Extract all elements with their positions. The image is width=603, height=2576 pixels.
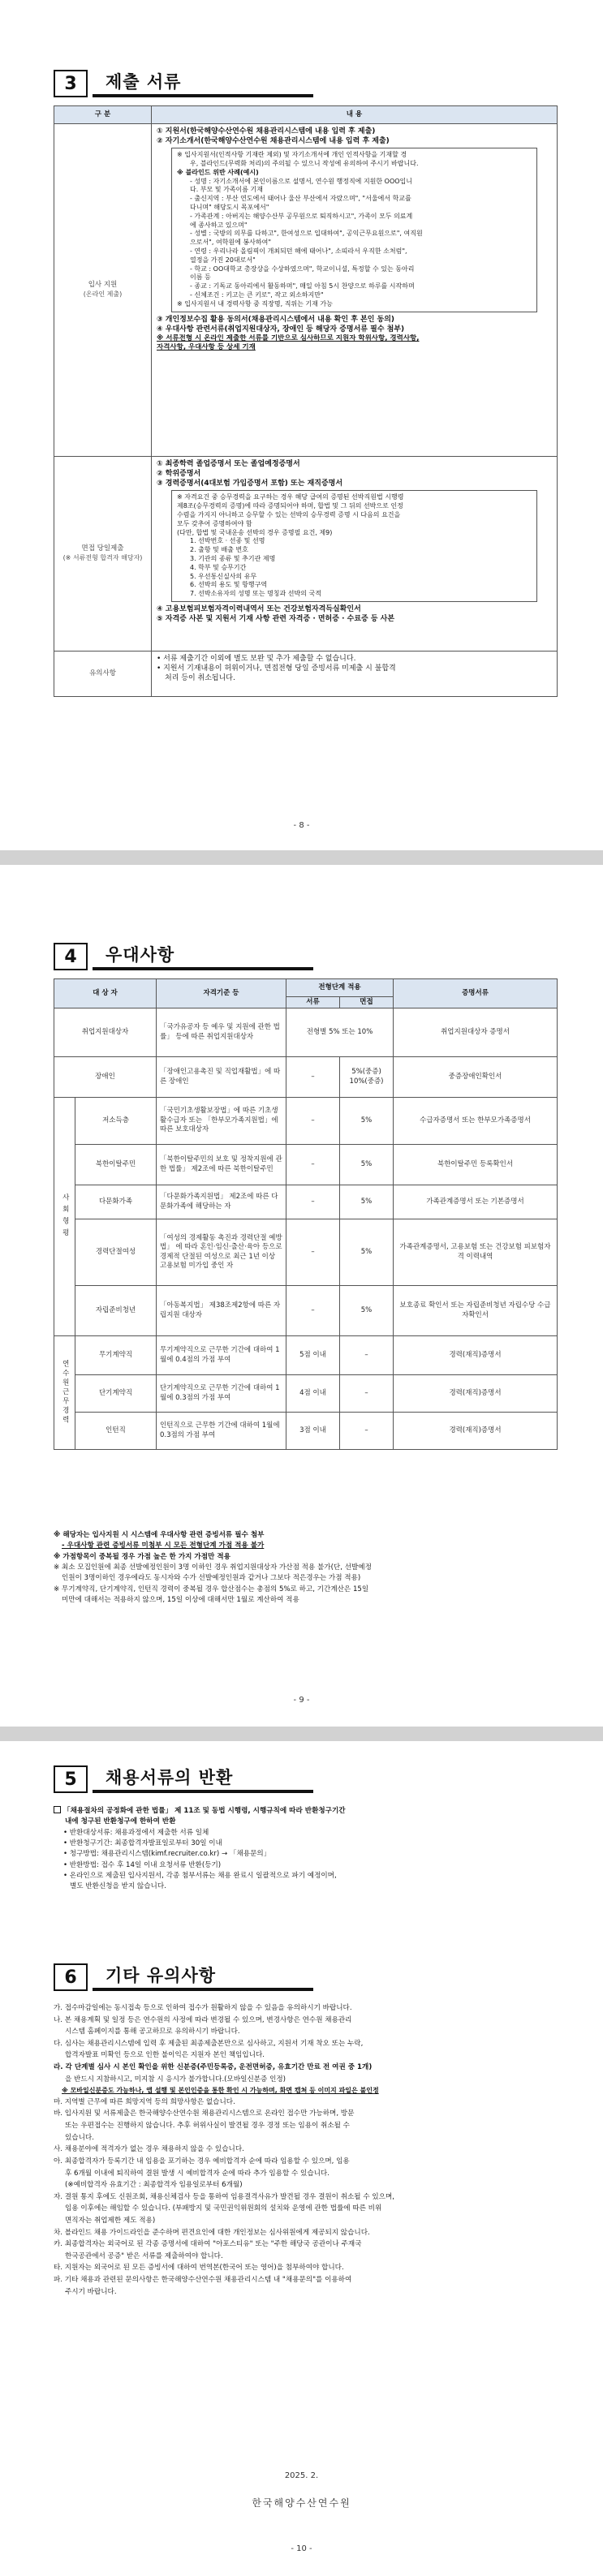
- documents-table: [54, 105, 558, 697]
- return-section: 「채용절차의 공정화에 관한 법률」 제 11조 및 동법 시행령, 시행규칙에 따라 반환청구기간 내에 청구된 반환청구에 한하여 반환 • 반환대상서류: 채용과정에서 제출한 서류 일체 • 반환청구기간: 최종합격자발표일로부터 30일 이내 • 청구방법: 채용관리시스템(kimf.recruiter.co.kr) → 「채용문의」 • 반환방법: 접수 후 14일 이내 요청서류 반환(등기) • 온라인으로 제출된 입사지원서, 각종 첨부서류는 채용 완료시 일괄적으로 파기 예정이며, 별도 반환신청을 받지 않습니다.: [54, 1806, 557, 1893]
- header-basis: 자격기준 등: [157, 979, 286, 1008]
- row-apply-content: ① 지원서(한국해양수산연수원 채용관리시스템에 내용 입력 후 제출) ② 자기소개서(한국해양수산연수원 채용관리시스템에 내용 입력 후 제출) ※ 입사지원서(인적사항 기재란 제외) 및 자기소개서에 개인 인적사항을 기재할 경 우, 블라인드(무력화 처리)의 주의될 수 있으니 작성에 유의하여 주시기 바랍니다. ※ 블라인드 위반 사례(예시) - 성명 : 자기소개서에 본인이름으로 설명서, 연수원 행정직에 지원한 OOO입니 다. 부모 및 가족이름 기재 - 출신지역 : 부산 연도에서 태어나 울산 부산에서 자랐으며", "서울에서 학교를 다니며" 해당도시 목포에서" - 가족관계 : 아버지는 해양수산부 공무원으로 퇴직하시고", 가족이 모두 의료계 에 종사하고 있으며" - 성별 : 국방의 의무를 다하고", 한여성으로 입대하여", 공익근무요원으로", 여직원 으로서", 여학원에 봉사하여" - 연령 : 우리나라 올림픽이 개최되던 해에 태어나", 소띠라서 우직한 소처럼", 열정을 가진 20대로서" - 학교 : OO대학교 총장상을 수상하였으며", 학교이니셜, 특정할 수 있는 동아리 이름 등 - 종교 : 기독교 동아리에서 활동하며", 매일 아침 5시 찬양으로 하루를 시작하며 - 신체조건 : 키고는 큰 키로", 작고 외소하지만" ※ 입사지원서 내 경력사항 중 직장명, 직위는 기재 가능 ③ 개인정보수집 활용 동의서(채용관리시스템에서 내용 확인 후 본인 동의) ④ 우대사항 관련서류(취업지원대상자, 장애인 등 해당자 증명서류 필수 첨부) ※ 서류전형 시 온라인 제출한 서류를 기반으로 심사하므로 지원자 학위사항, 경력사항, 자격사항, 우대사항 등 상세 기재: [152, 124, 558, 457]
- organization-name: 한국해양수산연수원: [252, 2497, 351, 2509]
- header-target: 대 상 자: [54, 979, 157, 1008]
- issue-date: 2025. 2.: [284, 2471, 319, 2480]
- header-content: 내 용: [152, 106, 558, 124]
- sea-career-box: ※ 자격요건 중 승무경력을 요구하는 경우 해당 급여의 증명된 선박직원법 시행령 제8조(승무경력의 증명)에 따라 증명되어야 하며, 합법 및 그 뒤의 선박으로 인정 수렴을 가지지 아니하고 승무할 수 있는 선박의 승무경력 증명 시 다음의 요건을 모두 갖추어 증명하여야 함 (다만, 합법 및 국내운송 선박의 경우 증명필 요건, 제9) 1. 선박번호 · 선종 및 선명 2. 출항 및 배출 번호 3. 기관의 종류 및 추기관 제명 4. 학부 및 승무기간 5. 우선통신실사의 유무 6. 선박의 용도 및 항행구역 7. 선박소유자의 성명 또는 명칭과 선박의 국적: [171, 490, 537, 602]
- page-number: - 10 -: [291, 2544, 312, 2553]
- section-6-header: [54, 1963, 313, 1991]
- header-interview-stage: 면접: [340, 997, 394, 1008]
- header-stage: 전형단계 적용: [286, 979, 394, 997]
- row-interview-content: ① 최종학력 졸업증명서 또는 졸업예정증명서 ② 학위증명서 ③ 경력증명서(4대보험 가입증명서 포함) 또는 재직증명서 ※ 자격요건 중 승무경력을 요구하는 경우 해당 급여의 증명된 선박직원법 시행령 제8조(승무경력의 증명)에 따라 증명되어야 하며, 합법 및 그 뒤의 선박으로 인정 수렴을 가지지 아니하고 승무할 수 있는 선박의 승무경력 증명 시 다음의 요건을 모두 갖추어 증명하여야 함 (다만, 합법 및 국내운송 선박의 경우 증명필 요건, 제9) 1. 선박번호 · 선종 및 선명 2. 출항 및 배출 번호 3. 기관의 종류 및 추기관 제명 4. 학부 및 승무기간 5. 우선통신실사의 유무 6. 선박의 용도 및 항행구역 7. 선박소유자의 성명 또는 명칭과 선박의 국적 ④ 고용보험피보험자격이력내역서 또는 건강보험자격득실확인서 ⑤ 자격증 사본 및 지원서 기재 사항 관련 자격증 · 면허증 · 수료증 등 사본: [152, 457, 558, 652]
- table-row-name: 취업지원대상자: [54, 1008, 157, 1057]
- row-interview-label: 면접 당일제출 (※ 서류전형 합격자 해당자): [54, 457, 152, 652]
- preference-notes: ※ 해당자는 입사지원 시 시스템에 우대사항 관련 증빙서류 필수 첨부 - 우대사항 관련 증빙서류 미첨부 시 모든 전형단계 가점 적용 불가 ※ 가점항목이 중복될 경우 가점 높은 한 가지 가점만 적용 ※ 최소 모집인원에 최종 선발예정인원이 3명 이하인 경우 취업지원대상자 가산점 적용 불가(단, 선발예정 인원이 3명이하인 경우에라도 동시자와 수가 선발예정인원과 같거나 그보다 적은경우는 가점 적용) ※ 무기계약직, 단기계약직, 인턴직 경력이 중복될 경우 합산점수는 총점의 5%로 하고, 기간계산은 15일 미만에 대해서는 적용하지 않으며, 15일 이상에 대해서만 1월로 계산하여 적용: [54, 1531, 372, 1604]
- section-title: 기타 유의사항: [93, 1963, 313, 1991]
- page-number: - 8 -: [293, 821, 310, 830]
- preference-table: 대 상 자 자격기준 등 전형단계 적용 증명서류 서류 면접 취업지원대상자 「국가유공자 등 예우 및 지원에 관한 법률」 등에 따른 취업지원대상자 전형별 5% 또는 10% 취업지원대상자 증명서 장애인 「장애인고용촉진 및 직업재활법」에 따른 장애인 – 5%(중증) 10%(중증) 중증장애인확인서 사회형평 저소득층 「국민기초생활보장법」에 따른 기초생활수급자 또는 「한부모가족지원법」에 따른 보호대상자 – 5% 수급자증명서 또는 한부모가족증명서 북한이탈주민 「북한이탈주민의 보호 및 정착지원에 관한 법률」 제2조에 따른 북한이탈주민 – 5% 북한이탈주민 등록확인서 다문화가족 「다문화가족지원법」 제2조에 따른 다문화가족에 해당하는 자 – 5% 가족관계증명서 또는 기본증명서 경력단절여성 「여성의 경제활동 촉진과 경력단절 예방법」 에 따라 혼인·임신·출산·육아 등으로 경제적 단절된 여성으로 최근 1년 이상 고용보험 미가입 중인 자 – 5% 가족관계증명서, 고용보험 또는 건강보험 피보험자격 이력내역 자립준비청년 「아동복지법」 제38조제2항에 따른 자립지원 대상자 – 5% 보호종료 확인서 또는 자립준비청년 자립수당 수급자확인서 연수원근무경력 무기계약직 무기계약직으로 근무한 기간에 대하여 1월에 0.4점의 가점 부여 5점 이내 – 경력(재직)증명서 단기계약직 단기계약직으로 근무한 기간에 대하여 1월에 0.3점의 가점 부여 4점 이내 – 경력(재직)증명서 인턴직 인턴직으로 근무한 기간에 대하여 1월에 0.3점의 가점 부여 3점 이내 – 경력(재직)증명서: [54, 978, 558, 1450]
- category-social: 사회형평: [54, 1098, 75, 1336]
- row-notes-content: • 서류 제출기간 이외에 별도 보완 및 추가 제출할 수 없습니다. • 지원서 기재내용이 허위이거나, 면접전형 당일 증빙서류 미제출 시 불합격 처리 등이 취소됩니다.: [152, 652, 558, 697]
- section-number: 3: [54, 70, 88, 97]
- section-title: 채용서류의 반환: [93, 1765, 313, 1793]
- page-9: [0, 865, 603, 1727]
- blind-notice-box: ※ 입사지원서(인적사항 기재란 제외) 및 자기소개서에 개인 인적사항을 기재할 경 우, 블라인드(무력화 처리)의 주의될 수 있으니 작성에 유의하여 주시기 바랍니다. ※ 블라인드 위반 사례(예시) - 성명 : 자기소개서에 본인이름으로 설명서, 연수원 행정직에 지원한 OOO입니 다. 부모 및 가족이름 기재 - 출신지역 : 부산 연도에서 태어나 울산 부산에서 자랐으며", "서울에서 학교를 다니며" 해당도시 목포에서" - 가족관계 : 아버지는 해양수산부 공무원으로 퇴직하시고", 가족이 모두 의료계 에 종사하고 있으며" - 성별 : 국방의 의무를 다하고", 한여성으로 입대하여", 공익근무요원으로", 여직원 으로서", 여학원에 봉사하여" - 연령 : 우리나라 올림픽이 개최되던 해에 태어나", 소띠라서 우직한 소처럼", 열정을 가진 20대로서" - 학교 : OO대학교 총장상을 수상하였으며", 학교이니셜, 특정할 수 있는 동아리 이름 등 - 종교 : 기독교 동아리에서 활동하며", 매일 아침 5시 찬양으로 하루를 시작하며 - 신체조건 : 키고는 큰 키로", 작고 외소하지만" ※ 입사지원서 내 경력사항 중 직장명, 직위는 기재 가능: [171, 148, 537, 312]
- row-apply-label: 입사 지원 (온라인 제출): [54, 124, 152, 457]
- category-experience: 연수원근무경력: [54, 1336, 75, 1450]
- checkbox-icon: [54, 1806, 61, 1813]
- header-doc-stage: 서류: [286, 997, 340, 1008]
- section-number: 4: [54, 943, 88, 970]
- section-title: 우대사항: [93, 943, 313, 970]
- page-8: [0, 0, 603, 850]
- row-notes-label: 유의사항: [54, 652, 152, 697]
- section-4-header: [54, 943, 313, 970]
- section-number: 6: [54, 1963, 88, 1991]
- header-category: 구 분: [54, 106, 152, 124]
- section-number: 5: [54, 1765, 88, 1793]
- section-title: 제출 서류: [93, 70, 313, 97]
- other-notes: 가. 접수마감일에는 동시접속 등으로 인하여 접수가 원활하지 않을 수 있음을 유의하시기 바랍니다. 나. 본 채용계획 및 일정 등은 연수원의 사정에 따라 변경될 수 있으며, 변경사항은 연수원 채용관리 시스템 홈페이지를 통해 공고하므로 유의하시기 바랍니다. 다. 심사는 채용관리시스템에 입력 후 제출된 최종제출본만으로 심사하고, 지원서 기재 착오 또는 누락, 합격자발표 미확인 등으로 인한 불이익은 지원자 본인 책임입니다. 라. 각 단계별 심사 시 본인 확인을 위한 신분증(주민등록증, 운전면허증, 유효기간 만료 전 여권 중 1개) 을 반드시 지참하시고, 미지참 시 응시가 불가합니다.(모바일신분증 인정) ※ 모바일신분증도 가능하나, 앱 설행 및 본인인증을 통한 확인 시 가능하며, 화면 캡쳐 등 이미지 파일은 불인정 마. 지역별 근무에 따른 희망지역 등의 희망사항은 없습니다. 바. 입사지원 및 서류제출은 한국해양수산연수원 채용관리시스템으로 온라인 접수만 가능하며, 방문 또는 우편접수는 진행하지 않습니다. 추후 허위사실이 발견될 경우 경정 또는 임용이 취소될 수 있습니다. 사. 채용분야에 적격자가 없는 경우 채용하지 않을 수 있습니다. 아. 최종합격자가 등록기간 내 임용을 포기하는 경우 예비합격자 순에 따라 임용할 수 있으며, 임용 후 6개월 이내에 퇴직하여 결원 발생 시 예비합격자 순에 따라 추가 임용할 수 있습니다. (※예비합격자 유효기간 : 최종합격자 임용일로부터 6개월) 자. 결원 통지 후에도 신원조회, 채용신체검사 등을 통하여 임용결격사유가 발견될 경우 결원이 취소될 수 있으며, 임용 이후에는 해임할 수 있습니다. (부패방지 및 국민권익위원회의 설치와 운영에 관한 법률에 따른 비위 면직자는 취업제한 제도 적용) 차. 블라인드 채용 가이드라인을 준수하며 편견요인에 대한 개인정보는 심사위원에게 제공되지 않습니다. 카. 최종합격자는 외국어로 된 각종 증명서에 대하여 "아포스티유" 또는 "주한 해당국 공관이나 주재국 한국공관에서 공증" 받은 서류를 제출하여야 합니다. 타. 지원자는 외국어로 된 모든 증빙서에 대하여 번역본(한국어 또는 영어)을 첨부하여야 합니다. 파. 기타 채용과 관련된 문의사항은 한국해양수산연수원 채용관리시스템 내 "채용문의"를 이용하여 주시기 바랍니다.: [54, 2004, 395, 2296]
- page-number: - 9 -: [293, 1696, 310, 1705]
- section-3-header: [54, 70, 313, 97]
- header-proof: 증명서류: [394, 979, 558, 1008]
- section-5-header: [54, 1765, 313, 1793]
- page-10: [0, 1741, 603, 2576]
